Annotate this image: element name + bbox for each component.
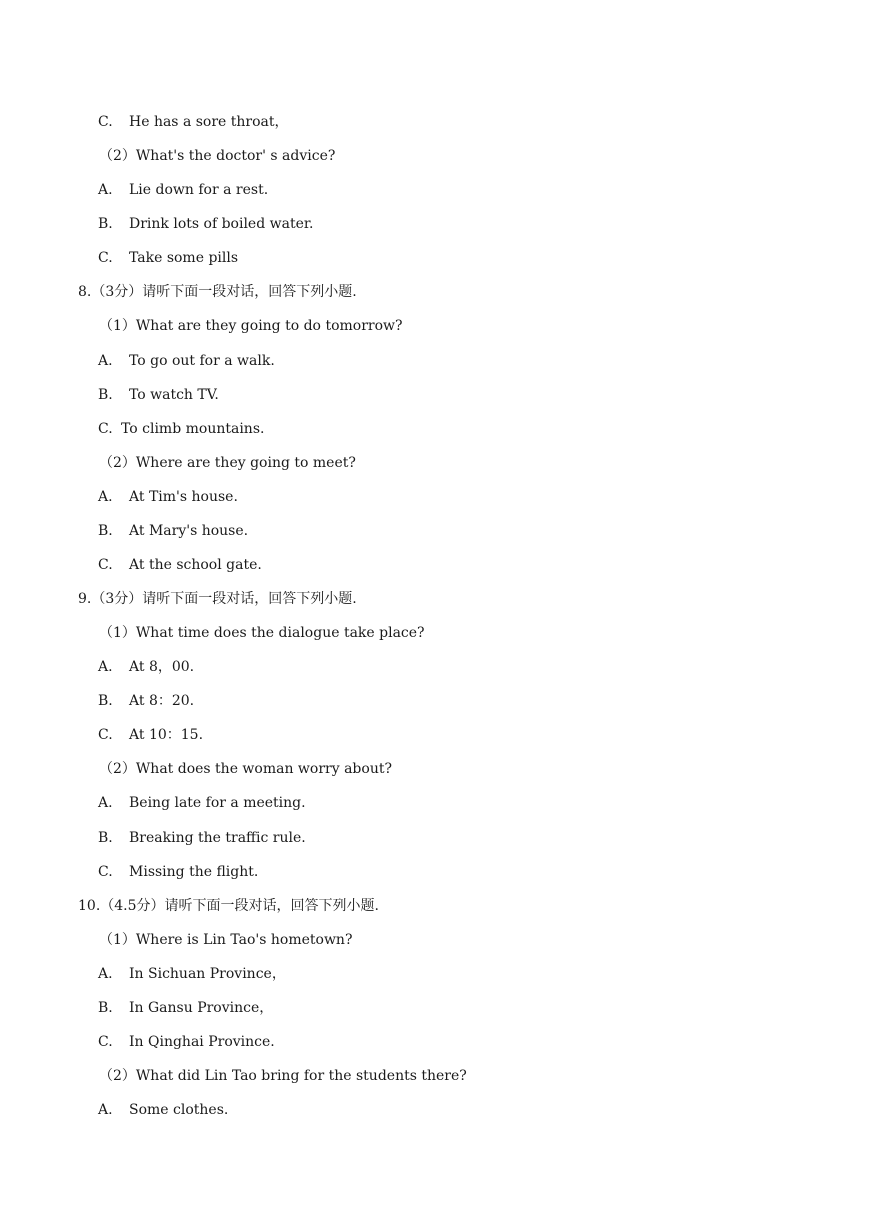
option-text: To go out for a walk. (129, 352, 275, 369)
option-letter: B. (98, 829, 113, 846)
sub-question: （1）What are they going to do tomorrow? (99, 318, 403, 335)
option-text: Being late for a meeting. (129, 795, 306, 812)
option-text: In Sichuan Province， (129, 965, 286, 982)
option-letter: A. (98, 352, 113, 369)
option-text: At 10：15. (129, 727, 204, 744)
option-letter: A. (98, 659, 113, 676)
answer-option (98, 1093, 228, 1127)
answer-option (98, 173, 268, 207)
answer-option (98, 480, 238, 514)
option-text: Missing the flight. (129, 863, 259, 880)
answer-option (98, 684, 194, 718)
sub-question: （1）What time does the dialogue take place? (99, 625, 425, 641)
answer-option (98, 378, 219, 412)
question-heading: 10.（4.5分）请听下面一段对话，回答下列小题. (78, 897, 379, 914)
answer-option (98, 412, 264, 446)
answer-option (98, 1025, 275, 1059)
option-letter: B. (98, 999, 113, 1016)
answer-option (98, 105, 289, 139)
answer-option (98, 548, 262, 582)
answer-option (98, 786, 306, 820)
answer-option (98, 650, 194, 684)
option-text: Take some pills (129, 250, 239, 267)
answer-option (98, 855, 258, 889)
option-text: To climb mountains. (121, 420, 265, 437)
option-text: In Qinghai Province. (129, 1033, 275, 1050)
question-heading: 8.（3分）请听下面一段对话，回答下列小题. (78, 284, 357, 301)
sub-question: （2）What did Lin Tao bring for the students there? (99, 1068, 467, 1084)
sub-question: （2）What's the doctor' s advice? (99, 148, 336, 165)
sub-question: （2）Where are they going to meet? (99, 454, 356, 471)
answer-option (98, 821, 306, 855)
option-letter: C. (98, 1033, 113, 1050)
option-text: At Tim's house. (129, 488, 238, 505)
option-letter: C. (98, 250, 113, 267)
option-letter: C. (98, 420, 113, 437)
option-letter: C. (98, 863, 113, 880)
option-letter: C. (98, 556, 113, 573)
option-text: Lie down for a rest. (129, 182, 269, 199)
option-letter: A. (98, 795, 113, 812)
option-text: Some clothes. (129, 1102, 229, 1118)
answer-option (98, 241, 238, 275)
option-letter: B. (98, 216, 113, 233)
question-heading: 9.（3分）请听下面一段对话，回答下列小题. (78, 591, 357, 607)
option-text: At Mary's house. (129, 522, 249, 539)
option-letter: A. (98, 182, 113, 199)
option-text: At the school gate. (129, 556, 262, 573)
option-letter: A. (98, 1102, 113, 1118)
option-letter: B. (98, 522, 113, 539)
option-text: In Gansu Province， (129, 999, 274, 1016)
option-letter: B. (98, 693, 113, 710)
answer-option (98, 344, 275, 378)
answer-option (98, 718, 203, 752)
option-letter: C. (98, 114, 113, 130)
option-text: At 8，00. (129, 659, 195, 676)
option-text: Breaking the traffic rule. (129, 829, 306, 846)
option-letter: A. (98, 488, 113, 505)
answer-option (98, 207, 313, 241)
option-letter: C. (98, 727, 113, 744)
option-text: To watch TV. (129, 386, 219, 403)
option-letter: B. (98, 386, 113, 403)
option-text: Drink lots of boiled water. (129, 216, 314, 233)
sub-question: （1）Where is Lin Tao's hometown? (99, 931, 353, 948)
option-text: At 8：20. (129, 693, 195, 710)
sub-question: （2）What does the woman worry about? (99, 761, 392, 778)
answer-option (98, 991, 273, 1025)
option-letter: A. (98, 965, 113, 982)
answer-option (98, 957, 286, 991)
answer-option (98, 514, 248, 548)
option-text: He has a sore throat， (129, 114, 289, 130)
